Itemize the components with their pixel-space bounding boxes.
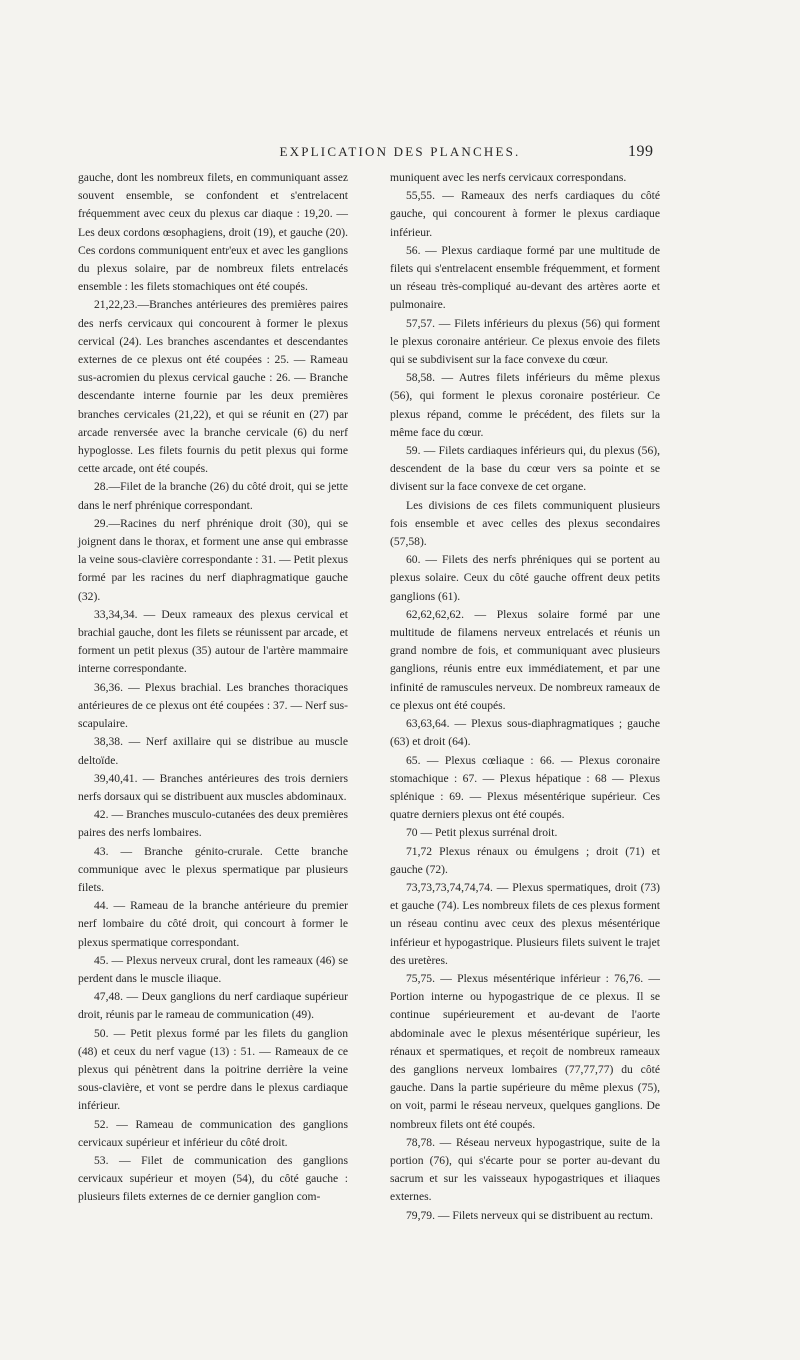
paragraph: 45. — Plexus nerveux crural, dont les rameaux (46) se perdent dans le muscle iliaque. [78,953,348,985]
paragraph: 47,48. — Deux ganglions du nerf cardiaque supérieur droit, réunis par le rameau de communication (49). [78,990,348,1022]
paragraph: gauche, dont les nombreux filets, en communiquant assez souvent ensemble, se confondent et s'entrelacent fréquemment avec ceux du plexus car diaque : 19,20. — Les deux cordons œsophagiens, droit (19), et gauche (20). Ces cordons communiquent entr'eux et avec les ganglions du plexus solaire, par de nombreux filets entrelacés ensemble : les filets stomachiques ont été coupés. [78,171,348,294]
paragraph: 53. — Filet de communication des ganglions cervicaux supérieur et moyen (54), du côté gauche : plusieurs filets externes de ce dernier ganglion com- [78,1153,348,1204]
right-column [390,169,660,1225]
left-column [78,169,348,1207]
paragraph: 57,57. — Filets inférieurs du plexus (56) qui forment le plexus coronaire antérieur. Ce plexus envoie des filets qui se subdivisent sur la face convexe du cœur. [390,316,660,367]
paragraph: 71,72 Plexus rénaux ou émulgens ; droit (71) et gauche (72). [390,844,660,876]
paragraph: 65. — Plexus cœliaque : 66. — Plexus coronaire stomachique : 67. — Plexus hépatique : 68 — Plexus splénique : 69. — Plexus mésentérique supérieur. Ces quatre derniers plexus ont été coupés. [390,753,660,822]
paragraph: 60. — Filets des nerfs phréniques qui se portent au plexus solaire. Ceux du côté gauche offrent deux petits ganglions (61). [390,553,660,603]
paragraph: 42. — Branches musculo-cutanées des deux premières paires des nerfs lombaires. [78,808,348,840]
paragraph: 21,22,23.—Branches antérieures des premières paires des nerfs cervicaux qui concourent à former le plexus cervical (24). Les branches ascendantes et descendantes externes de ce plexus ont été coupées : 25. — Rameau sus-acromien du plexus cervical gauche : 26. — Branche descendante interne fournie par les deux premières branches cervicales (21,22), et qui se réunit en (27) par arcade renversée avec la branche cervicale (6) du nerf hypoglosse. Les filets fournis du petit plexus qui forme cette arcade, ont été coupés. [78,298,348,476]
page-number: 199 [628,143,654,160]
running-head [0,143,800,163]
paragraph: 73,73,73,74,74,74. — Plexus spermatiques, droit (73) et gauche (74). Les nombreux filets de ces plexus forment un réseau continu avec ceux des plexus mésentérique inférieur et hypogastrique. Plusieurs filets suivent le trajet des uretères. [390,880,660,967]
paragraph: 33,34,34. — Deux rameaux des plexus cervical et brachial gauche, dont les filets se réunissent par arcade, et forment un petit plexus (35) autour de l'artère mammaire interne correspondante. [78,607,348,676]
paragraph: 59. — Filets cardiaques inférieurs qui, du plexus (56), descendent de la base du cœur vers sa pointe et se divisent sur la face convexe de cet organe. [390,444,660,494]
paragraph: 70 — Petit plexus surrénal droit. [406,826,558,840]
paragraph: muniquent avec les nerfs cervicaux correspondans. [390,171,627,184]
paragraph: 63,63,64. — Plexus sous-diaphragmatiques ; gauche (63) et droit (64). [390,717,660,749]
paragraph: 39,40,41. — Branches antérieures des trois derniers nerfs dorsaux qui se distribuent aux muscles abdominaux. [78,771,348,803]
paragraph: 56. — Plexus cardiaque formé par une multitude de filets qui s'entrelacent ensemble fréquemment, et forment un réseau très-compliqué au-devant des artères aorte et pulmonaire. [390,243,660,312]
paragraph: 38,38. — Nerf axillaire qui se distribue au muscle deltoïde. [78,735,348,767]
paragraph: 55,55. — Rameaux des nerfs cardiaques du côté gauche, qui concourent à former le plexus cardiaque inférieur. [390,189,660,239]
running-title: EXPLICATION DES PLANCHES. [279,144,521,159]
paragraph: 50. — Petit plexus formé par les filets du ganglion (48) et ceux du nerf vague (13) : 51. — Rameaux de ce plexus qui pénètrent dans la poitrine derrière la veine sous-clavière, et vont se perdre dans le plexus cardiaque inférieur. [78,1026,348,1113]
paragraph: 58,58. — Autres filets inférieurs du même plexus (56), qui forment le plexus coronaire postérieur. Ce plexus répand, comme le précédent, des filets sur la même face du cœur. [390,371,660,439]
paragraph: Les divisions de ces filets communiquent plusieurs fois ensemble et avec celles des plexus secondaires (57,58). [390,498,660,549]
paragraph: 75,75. — Plexus mésentérique inférieur : 76,76. — Portion interne ou hypogastrique de ce plexus. Il se continue supérieurement et au-devant de l'aorte abdominale avec le plexus mésentérique supérieur, les rénaux et spermatiques, et reçoit de nombreux rameaux des ganglions nerveux lombaires (77,77,77) du côté gauche. Dans la partie supérieure du même plexus (75), on voit, parmi le réseau nerveux, quelques ganglions. De nombreux filets ont été coupés. [390,971,660,1131]
paragraph: 62,62,62,62. — Plexus solaire formé par une multitude de filamens nerveux entrelacés et réunis un grand nombre de fois, et communiquant avec plusieurs ganglions, réunis entre eux immédiatement, et par une infinité de ramuscules nerveux. De nombreux rameaux de ce plexus ont été coupés. [390,607,660,712]
paragraph: 44. — Rameau de la branche antérieure du premier nerf lombaire du côté droit, qui concourt à former le plexus spermatique correspondant. [78,899,348,949]
paragraph: 43. — Branche génito-crurale. Cette branche communique avec le plexus spermatique par plusieurs filets. [78,844,348,894]
paragraph: 78,78. — Réseau nerveux hypogastrique, suite de la portion (76), qui s'écarte pour se porter au-devant du sacrum et sur les vaisseaux hypogastriques et iliaques externes. [390,1135,660,1204]
paragraph: 29.—Racines du nerf phrénique droit (30), qui se joignent dans le thorax, et forment une anse qui embrasse la veine sous-clavière correspondante : 31. — Petit plexus formé par les racines du nerf diaphragmatique gauche (32). [78,516,348,603]
paragraph: 79,79. — Filets nerveux qui se distribuent au rectum. [406,1208,653,1222]
paragraph: 28.—Filet de la branche (26) du côté droit, qui se jette dans le nerf phrénique correspondant. [78,480,348,512]
paragraph: 52. — Rameau de communication des ganglions cervicaux supérieur et inférieur du côté droit. [78,1117,348,1149]
paragraph: 36,36. — Plexus brachial. Les branches thoraciques antérieures de ce plexus ont été coupées : 37. — Nerf sus-scapulaire. [78,680,348,731]
